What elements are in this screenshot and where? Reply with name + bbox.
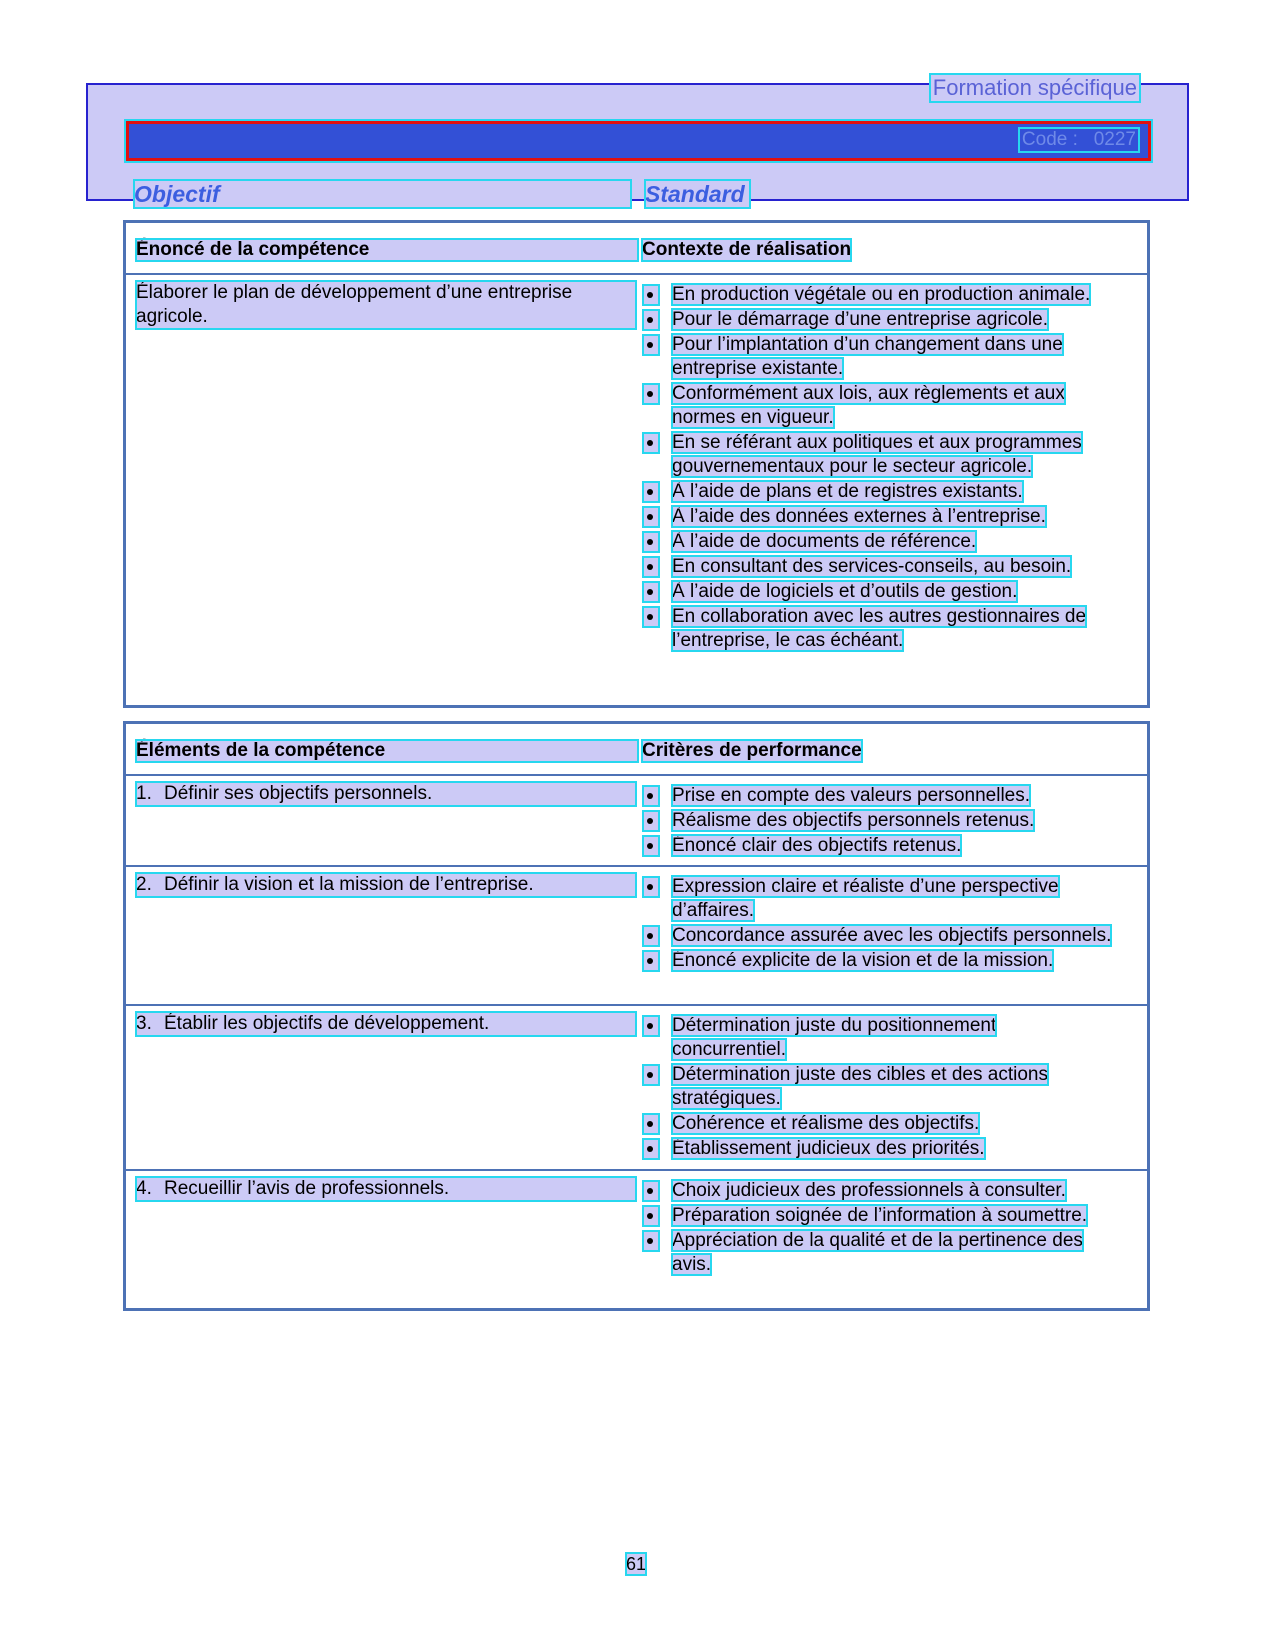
bullet-icon <box>644 1140 658 1158</box>
bullet-icon <box>644 434 658 452</box>
criteria-list <box>642 1179 1112 1277</box>
element-text: 1. Définir ses objectifs personnels. <box>136 782 636 806</box>
bullet-icon <box>644 1182 658 1200</box>
list-item: À l’aide de documents de référence. <box>642 530 1112 554</box>
element-text: 2. Définir la vision et la mission de l’entreprise. <box>136 873 636 897</box>
bullet-icon <box>644 787 658 805</box>
list-item: Choix judicieux des professionnels à consulter. <box>642 1179 1112 1203</box>
list-item: À l’aide des données externes à l’entreprise. <box>642 505 1112 529</box>
context-list <box>642 283 1112 653</box>
table-row <box>126 867 1147 1006</box>
list-item: Conformément aux lois, aux règlements et aux normes en vigueur. <box>642 382 1112 430</box>
list-item: En consultant des services-conseils, au besoin. <box>642 555 1112 579</box>
code-bar <box>126 121 1151 161</box>
criteria-header: Critères de performance <box>642 740 862 761</box>
list-item: En se référant aux politiques et aux programmes gouvernementaux pour le secteur agricole. <box>642 431 1112 479</box>
criteria-list <box>642 1014 1112 1161</box>
list-item: Prise en compte des valeurs personnelles. <box>642 784 1112 808</box>
list-item: Énoncé clair des objectifs retenus. <box>642 834 1112 858</box>
header-title: Formation spécifique <box>932 75 1137 100</box>
bullet-icon <box>644 508 658 526</box>
elements-header: Éléments de la compétence <box>136 740 638 762</box>
code-label: Code : 0227 <box>1021 129 1136 150</box>
table-row <box>126 1006 1147 1171</box>
element-text: 4. Recueillir l’avis de professionnels. <box>136 1177 636 1201</box>
bullet-icon <box>644 533 658 551</box>
statement-header: Énoncé de la compétence <box>136 239 638 261</box>
table-row <box>126 1171 1147 1308</box>
list-item: Concordance assurée avec les objectifs personnels. <box>642 924 1112 948</box>
list-item: Pour l’implantation d’un changement dans une entreprise existante. <box>642 333 1112 381</box>
bullet-icon <box>644 1232 658 1250</box>
list-item: Détermination juste du positionnement concurrentiel. <box>642 1014 1112 1062</box>
list-item: Préparation soignée de l’information à soumettre. <box>642 1204 1112 1228</box>
list-item: Établissement judicieux des priorités. <box>642 1137 1112 1161</box>
competency-statement: Élaborer le plan de développement d’une entreprise agricole. <box>136 281 636 329</box>
bullet-icon <box>644 1207 658 1225</box>
criteria-list <box>642 784 1112 858</box>
bullet-icon <box>644 927 658 945</box>
bullet-icon <box>644 336 658 354</box>
competency-table <box>123 220 1150 708</box>
criteria-list <box>642 875 1112 973</box>
table-row <box>126 776 1147 867</box>
elements-table-header <box>126 724 1147 776</box>
context-header: Contexte de réalisation <box>642 239 852 260</box>
page-number: 61 <box>626 1554 647 1574</box>
list-item: En collaboration avec les autres gestionnaires de l’entreprise, le cas échéant. <box>642 605 1112 653</box>
list-item: Pour le démarrage d’une entreprise agricole. <box>642 308 1112 332</box>
bullet-icon <box>644 952 658 970</box>
list-item: Expression claire et réaliste d’une perspective d’affaires. <box>642 875 1112 923</box>
bullet-icon <box>644 878 658 896</box>
bullet-icon <box>644 608 658 626</box>
bullet-icon <box>644 812 658 830</box>
bullet-icon <box>644 483 658 501</box>
list-item: Réalisme des objectifs personnels retenus. <box>642 809 1112 833</box>
list-item: Détermination juste des cibles et des actions stratégiques. <box>642 1063 1112 1111</box>
bullet-icon <box>644 385 658 403</box>
objective-heading: Objectif <box>134 180 631 208</box>
element-text: 3. Établir les objectifs de développement. <box>136 1012 636 1036</box>
list-item: À l’aide de plans et de registres existants. <box>642 480 1112 504</box>
list-item: En production végétale ou en production animale. <box>642 283 1112 307</box>
bullet-icon <box>644 583 658 601</box>
bullet-icon <box>644 1017 658 1035</box>
competency-table-body <box>126 275 1147 705</box>
elements-table <box>123 721 1150 1311</box>
bullet-icon <box>644 286 658 304</box>
bullet-icon <box>644 1066 658 1084</box>
list-item: Cohérence et réalisme des objectifs. <box>642 1112 1112 1136</box>
competency-table-header <box>126 223 1147 275</box>
bullet-icon <box>644 558 658 576</box>
bullet-icon <box>644 1115 658 1133</box>
standard-heading: Standard <box>645 180 750 208</box>
bullet-icon <box>644 311 658 329</box>
list-item: Appréciation de la qualité et de la pertinence des avis. <box>642 1229 1112 1277</box>
list-item: À l’aide de logiciels et d’outils de gestion. <box>642 580 1112 604</box>
bullet-icon <box>644 837 658 855</box>
list-item: Énoncé explicite de la vision et de la mission. <box>642 949 1112 973</box>
